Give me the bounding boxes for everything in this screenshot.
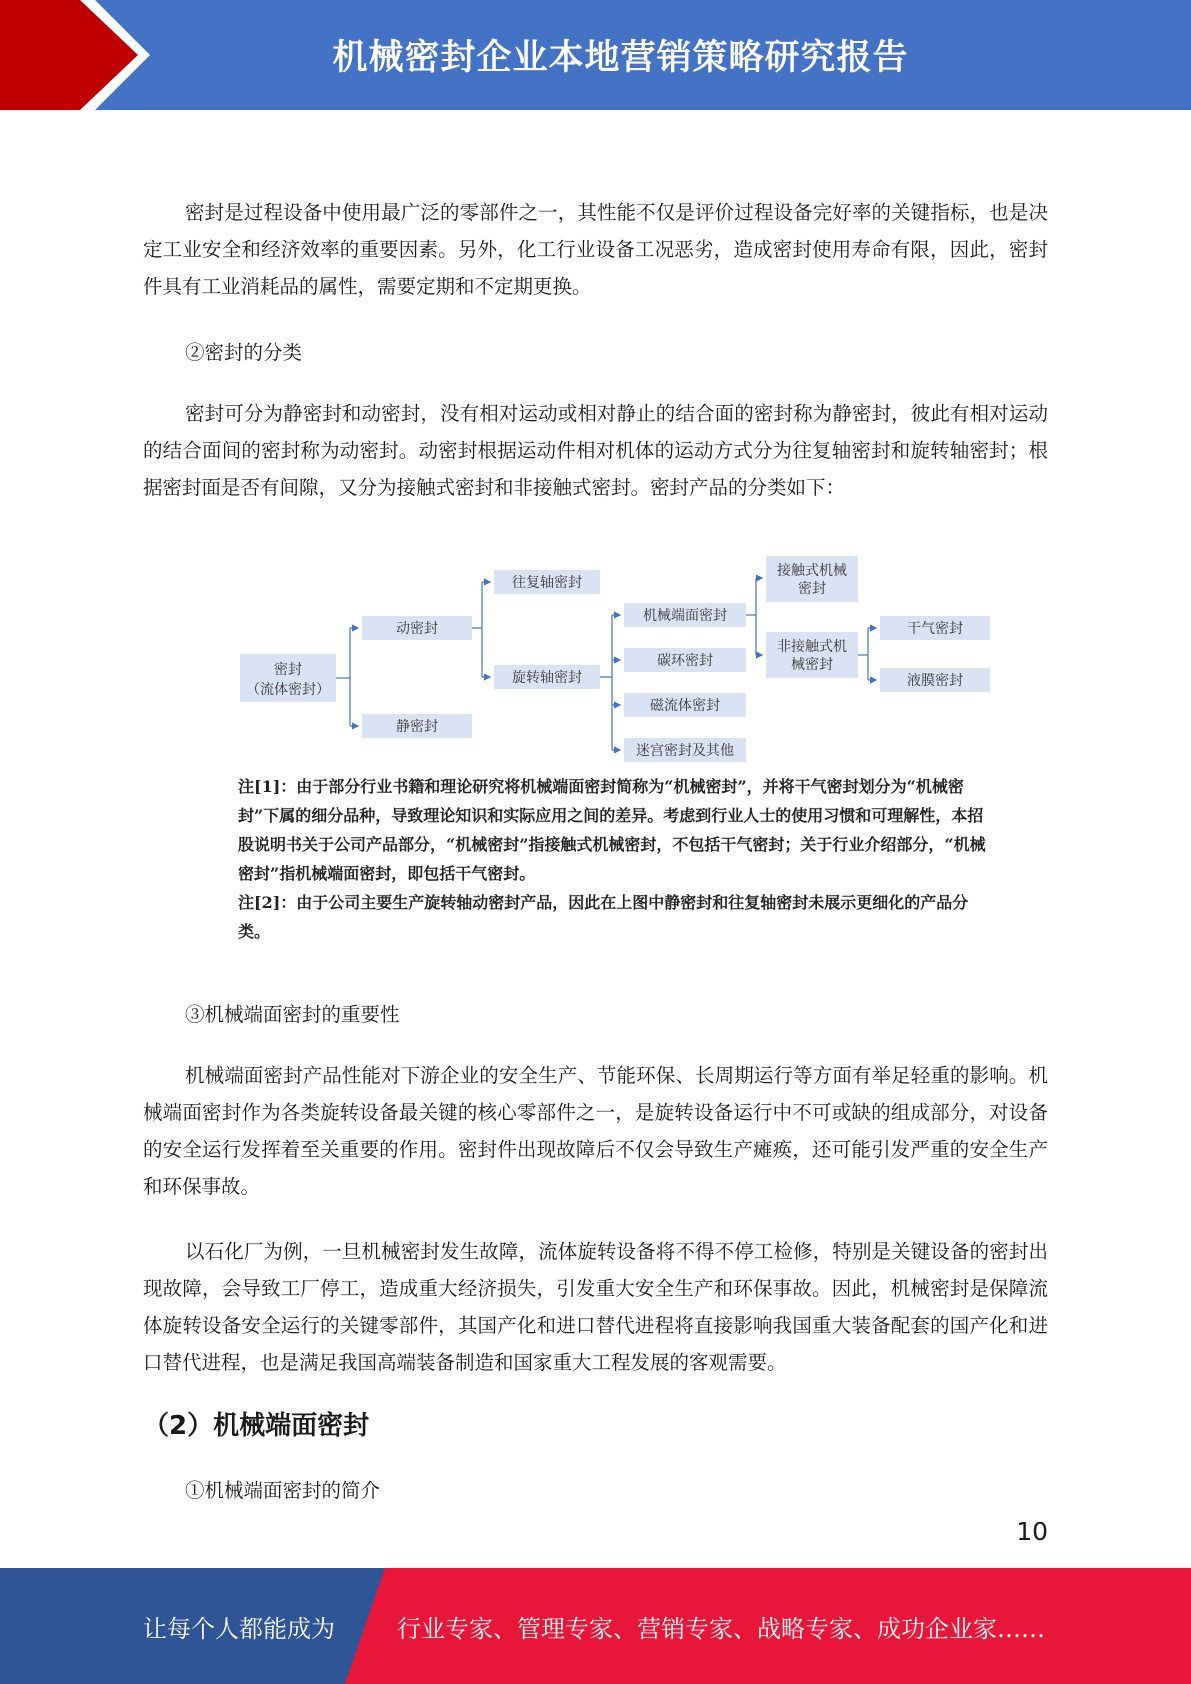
label-dynamic: 动密封 — [396, 621, 438, 637]
label-magnetic-fluid: 磁流体密封 — [650, 698, 720, 714]
page-number: 10 — [1016, 1517, 1048, 1546]
subheading-importance: ③机械端面密封的重要性 — [185, 1003, 400, 1026]
label-labyrinth: 迷宫密封及其他 — [636, 743, 734, 759]
footer-slogan-right: 行业专家、管理专家、营销专家、战略专家、成功企业家…… — [397, 1614, 1045, 1643]
label-root-1: 密封 — [274, 662, 302, 678]
label-dry-gas: 干气密封 — [907, 621, 963, 637]
label-mech-face: 机械端面密封 — [643, 608, 727, 624]
seal-classification-diagram — [240, 550, 1000, 770]
label-liquid-film: 液膜密封 — [907, 673, 963, 689]
label-rotary: 旋转轴密封 — [512, 670, 582, 686]
label-carbon-ring: 碳环密封 — [657, 653, 713, 669]
section-title-mech-face-seal: （2）机械端面密封 — [143, 1411, 370, 1441]
label-noncontact-1: 非接触式机 — [777, 639, 847, 655]
subheading-intro: ①机械端面密封的简介 — [185, 1479, 381, 1502]
note-1: 注[1]：由于部分行业书籍和理论研究将机械端面密封简称为“机械密封”，并将干气密封划分为“机械密封”下属的细分品种，导致理论知识和实际应用之间的差异。考虑到行业人士的使用习惯和可理解性，本招股说明书关于公司产品部分，“机械密封”指接触式机械密封，不包括干气密封；关于行业介绍部分，“机械密封”指机械端面密封，即包括干气密封。 — [238, 777, 986, 883]
label-noncontact-2: 械密封 — [791, 657, 833, 673]
paragraph-importance: 机械端面密封产品性能对下游企业的安全生产、节能环保、长周期运行等方面有举足轻重的影响。机械端面密封作为各类旋转设备最关键的核心零部件之一，是旋转设备运行中不可或缺的组成部分，对设备的安全运行发挥着至关重要的作用。密封件出现故障后不仅会导致生产瘫痪，还可能引发严重的安全生产和环保事故。 — [143, 1064, 1048, 1198]
chevron-arrow-logo — [0, 0, 160, 110]
label-contact-2: 密封 — [798, 581, 826, 597]
header-bar — [0, 0, 1191, 110]
label-reciprocating: 往复轴密封 — [512, 575, 582, 591]
diagram-notes — [238, 772, 993, 946]
label-contact-1: 接触式机械 — [777, 563, 847, 579]
paragraph-sealing-intro: 密封是过程设备中使用最广泛的零部件之一，其性能不仅是评价过程设备完好率的关键指标，也是决定工业安全和经济效率的重要因素。另外，化工行业设备工况恶劣，造成密封使用寿命有限，因此，密封件具有工业消耗品的属性，需要定期和不定期更换。 — [143, 201, 1048, 298]
footer-banner — [0, 1568, 1191, 1684]
label-static: 静密封 — [396, 719, 438, 735]
note-2: 注[2]：由于公司主要生产旋转轴动密封产品，因此在上图中静密封和往复轴密封未展示更细化的产品分类。 — [238, 893, 969, 941]
report-title: 机械密封企业本地营销策略研究报告 — [332, 38, 909, 78]
paragraph-classification: 密封可分为静密封和动密封，没有相对运动或相对静止的结合面的密封称为静密封，彼此有相对运动的结合面间的密封称为动密封。动密封根据运动件相对机体的运动方式分为往复轴密封和旋转轴密封；根据密封面是否有间隙，又分为接触式密封和非接触式密封。密封产品的分类如下： — [143, 402, 1048, 499]
label-root-2: （流体密封） — [246, 682, 330, 698]
paragraph-example: 以石化厂为例，一旦机械密封发生故障，流体旋转设备将不得不停工检修，特别是关键设备的密封出现故障，会导致工厂停工，造成重大经济损失，引发重大安全生产和环保事故。因此，机械密封是保障流体旋转设备安全运行的关键零部件，其国产化和进口替代进程将直接影响我国重大装备配套的国产化和进口替代进程，也是满足我国高端装备制造和国家重大工程发展的客观需要。 — [143, 1240, 1048, 1374]
subheading-classification: ②密封的分类 — [185, 341, 303, 364]
footer-slogan-left: 让每个人都能成为 — [143, 1614, 335, 1643]
